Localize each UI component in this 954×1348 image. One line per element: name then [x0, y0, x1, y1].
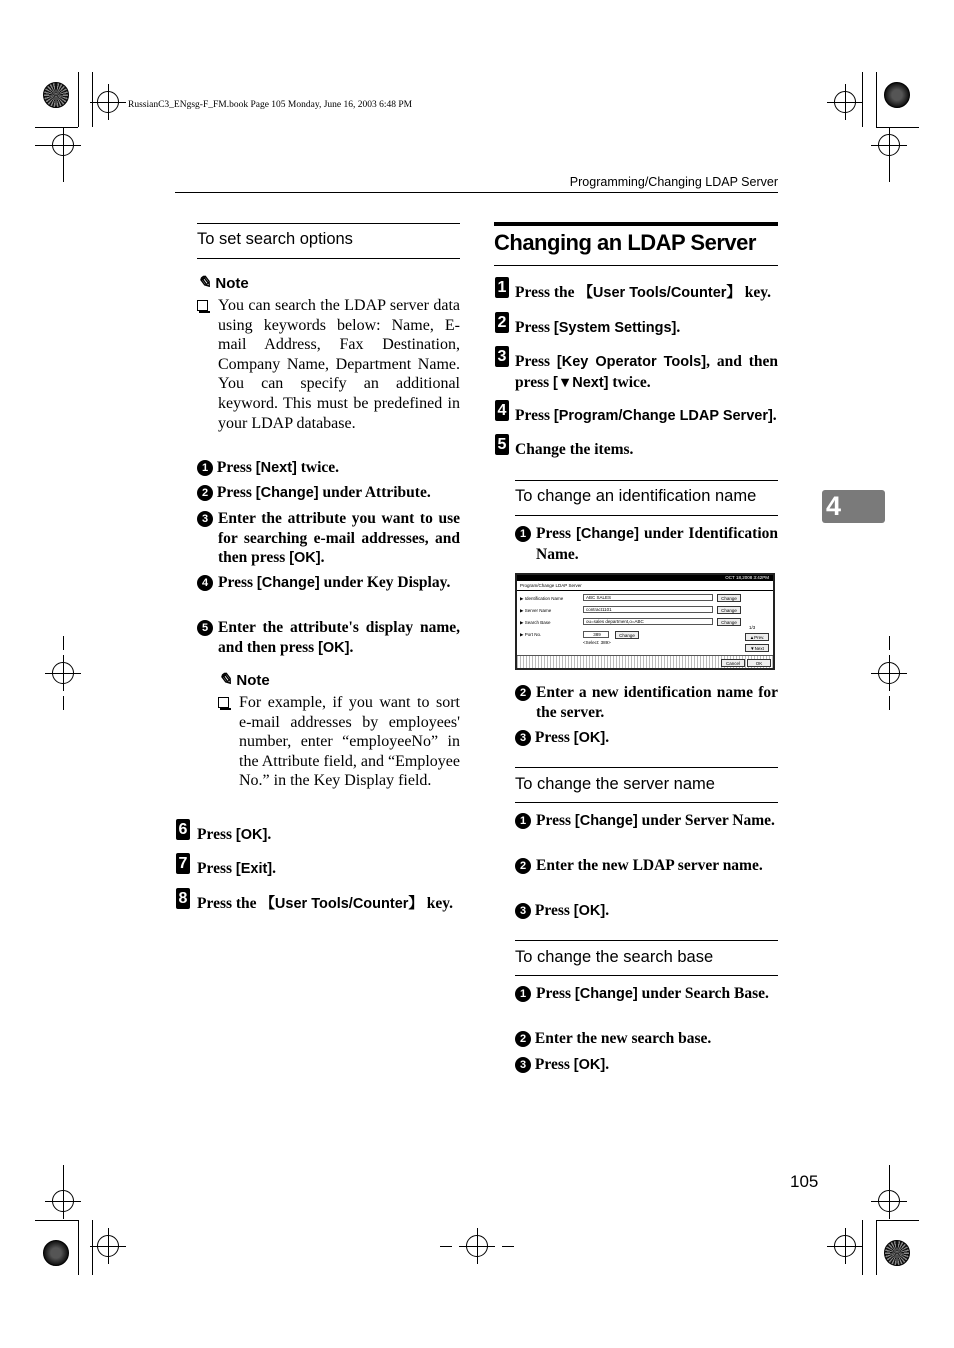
sub2-step-2: 2 Enter the new LDAP server name.: [515, 856, 778, 876]
right-step-3: Press [Key Operator Tools], and then press [▼Next] twice.: [515, 353, 779, 391]
substep-1: 1 Press [Next] twice.: [197, 458, 460, 479]
step-number-1: 1: [495, 277, 509, 298]
step-number-3: 3: [495, 346, 509, 367]
note-heading: ✎ Note: [197, 273, 249, 292]
step-7: Press [Exit].: [197, 860, 277, 877]
step-number-2: 2: [495, 312, 509, 333]
step-number-4: 4: [495, 400, 509, 421]
sub3-step-1: 1 Press [Change] under Search Base.: [515, 984, 778, 1005]
substep-3: 3 Enter the attribute you want to use for searching e-mail addresses, and then press [OK].: [197, 509, 460, 569]
step-number-7: 7: [176, 853, 190, 874]
sub2-step-3: 3 Press [OK].: [515, 901, 609, 922]
registration-disc-icon: [884, 1240, 910, 1266]
sub3-step-2: 2 Enter the new search base.: [515, 1029, 711, 1049]
right-step-5: Change the items.: [515, 441, 634, 458]
registration-disc-icon: [884, 82, 910, 108]
registration-mark-icon: [466, 1235, 488, 1257]
right-step-2: Press [System Settings].: [515, 319, 681, 336]
registration-mark-icon: [834, 91, 856, 113]
subsection-title: To set search options: [197, 230, 353, 248]
substep-2: 2 Press [Change] under Attribute.: [197, 483, 460, 504]
note2-text: For example, if you want to sort e-mail addresses by employees' number, enter “employeeNo” in the Attribute field, and “Employee No.” in the Key Display field.: [218, 693, 460, 791]
registration-mark-icon: [878, 134, 900, 156]
chapter-tab: 4: [822, 490, 885, 523]
page-number: 105: [790, 1172, 819, 1191]
section-title: Changing an LDAP Server: [494, 230, 756, 255]
registration-mark-icon: [878, 662, 900, 684]
substep-4: 4 Press [Change] under Key Display.: [197, 573, 460, 594]
registration-mark-icon: [878, 1190, 900, 1212]
registration-mark-icon: [834, 1235, 856, 1257]
registration-mark-icon: [52, 662, 74, 684]
registration-mark-icon: [97, 1235, 119, 1257]
note-text: You can search the LDAP server data using keywords below: Name, E-mail Address, Fax Destination, Company Name, Department Name. You can specify an additional keyword. This must be predefined in your LDAP database.: [197, 296, 460, 433]
sub3-step-3: 3 Press [OK].: [515, 1055, 609, 1076]
note2-heading: ✎ Note: [218, 670, 270, 689]
running-header: Programming/Changing LDAP Server: [569, 175, 778, 189]
checkbox-bullet-icon: [197, 300, 208, 311]
step-6: Press [OK].: [197, 826, 272, 843]
ldap-screen-screenshot: OCT 18,2008 3:42PM Program/Change LDAP Server ▶ Identification Name ABC SALES Change ▶ Server Name contract1101 Change ▶ Search Base ou=sales department,o=ABC Change ▶ Port No. 389 Change <Select: 389> 1/3 ▲Prev. ▼Next Cancel OK: [515, 573, 775, 670]
file-header: RussianC3_ENgsg-F_FM.book Page 105 Monday, June 16, 2003 6:48 PM: [128, 100, 413, 110]
step-8: Press the 【User Tools/Counter】 key.: [197, 895, 454, 912]
substep-5: 5 Enter the attribute's display name, and then press [OK].: [197, 618, 460, 658]
checkbox-bullet-icon: [218, 697, 229, 708]
sub1-step-1: 1 Press [Change] under Identification Name.: [515, 524, 778, 564]
pencil-icon: ✎: [218, 670, 233, 689]
pencil-icon: ✎: [197, 273, 212, 292]
step-number-5: 5: [495, 434, 509, 455]
registration-disc-icon: [43, 82, 69, 108]
registration-mark-icon: [52, 134, 74, 156]
header-rule: [175, 192, 778, 193]
sub1-step-2: 2 Enter a new identification name for the server.: [515, 683, 778, 722]
step-number-8: 8: [176, 888, 190, 909]
registration-mark-icon: [52, 1190, 74, 1212]
right-step-4: Press [Program/Change LDAP Server].: [515, 407, 777, 424]
right-step-1: Press the 【User Tools/Counter】 key.: [515, 284, 772, 301]
sub2-title: To change the server name: [515, 775, 715, 793]
sub2-step-1: 1 Press [Change] under Server Name.: [515, 811, 778, 832]
registration-disc-icon: [43, 1240, 69, 1266]
sub1-title: To change an identification name: [515, 487, 757, 505]
sub1-step-3: 3 Press [OK].: [515, 728, 609, 749]
sub3-title: To change the search base: [515, 948, 714, 966]
registration-mark-icon: [97, 91, 119, 113]
step-number-6: 6: [176, 819, 190, 840]
